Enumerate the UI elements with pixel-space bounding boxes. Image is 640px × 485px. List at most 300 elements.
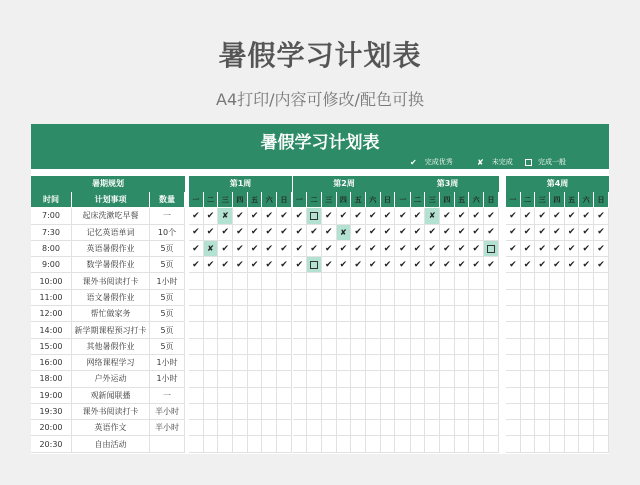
day-cell[interactable]	[277, 420, 292, 435]
day-cell[interactable]	[366, 322, 381, 337]
day-cell[interactable]	[411, 420, 426, 435]
day-cell[interactable]	[411, 404, 426, 419]
day-cell[interactable]	[455, 290, 470, 305]
day-cell[interactable]	[381, 420, 396, 435]
plan-task-cell[interactable]: 观新闻联播	[72, 388, 150, 403]
plan-task-cell[interactable]: 语文暑假作业	[72, 290, 150, 305]
day-cell[interactable]	[550, 322, 565, 337]
day-cell[interactable]	[204, 355, 219, 370]
day-cell[interactable]	[248, 420, 263, 435]
day-cell[interactable]	[506, 355, 521, 370]
day-cell[interactable]	[189, 436, 204, 451]
day-cell[interactable]	[218, 322, 233, 337]
day-cell[interactable]	[337, 241, 352, 256]
day-cell[interactable]	[307, 290, 322, 305]
plan-qty-cell[interactable]: 5页	[150, 290, 185, 305]
day-cell[interactable]	[322, 404, 337, 419]
day-cell[interactable]	[248, 339, 263, 354]
day-cell[interactable]	[535, 257, 550, 272]
day-cell[interactable]	[506, 420, 521, 435]
day-cell[interactable]	[204, 208, 219, 223]
day-cell[interactable]	[594, 371, 609, 386]
day-cell[interactable]	[248, 273, 263, 288]
day-cell[interactable]	[579, 420, 594, 435]
day-cell[interactable]	[594, 388, 609, 403]
day-cell[interactable]	[469, 322, 484, 337]
day-cell[interactable]	[565, 420, 580, 435]
plan-qty-cell[interactable]: 1小时	[150, 273, 185, 288]
day-cell[interactable]	[189, 306, 204, 321]
day-cell[interactable]	[322, 273, 337, 288]
day-cell[interactable]	[277, 208, 292, 223]
plan-time-cell[interactable]: 12:00	[31, 306, 72, 321]
day-cell[interactable]	[411, 388, 426, 403]
day-cell[interactable]	[218, 404, 233, 419]
day-cell[interactable]	[579, 436, 594, 451]
day-cell[interactable]	[521, 257, 536, 272]
day-cell[interactable]	[425, 371, 440, 386]
day-cell[interactable]	[233, 306, 248, 321]
day-cell[interactable]	[337, 420, 352, 435]
day-cell[interactable]	[218, 290, 233, 305]
day-cell[interactable]	[535, 420, 550, 435]
plan-task-cell[interactable]: 课外书阅读打卡	[72, 404, 150, 419]
day-cell[interactable]	[277, 241, 292, 256]
day-cell[interactable]	[351, 388, 366, 403]
day-cell[interactable]	[204, 436, 219, 451]
day-cell[interactable]	[425, 225, 440, 240]
day-cell[interactable]	[262, 257, 277, 272]
plan-task-cell[interactable]: 户外运动	[72, 371, 150, 386]
day-cell[interactable]	[396, 208, 411, 223]
day-cell[interactable]	[322, 208, 337, 223]
day-cell[interactable]	[204, 290, 219, 305]
day-cell[interactable]	[506, 290, 521, 305]
day-cell[interactable]	[506, 306, 521, 321]
day-cell[interactable]	[440, 420, 455, 435]
day-cell[interactable]	[351, 355, 366, 370]
day-cell[interactable]	[521, 241, 536, 256]
day-cell[interactable]	[366, 273, 381, 288]
plan-task-cell[interactable]: 网络课程学习	[72, 355, 150, 370]
day-cell[interactable]	[322, 241, 337, 256]
day-cell[interactable]	[262, 322, 277, 337]
day-cell[interactable]	[248, 404, 263, 419]
day-cell[interactable]	[594, 404, 609, 419]
day-cell[interactable]	[262, 436, 277, 451]
day-cell[interactable]	[506, 404, 521, 419]
day-cell[interactable]	[293, 371, 308, 386]
day-cell[interactable]	[204, 339, 219, 354]
day-cell[interactable]	[366, 339, 381, 354]
day-cell[interactable]	[425, 420, 440, 435]
plan-time-cell[interactable]: 18:00	[31, 371, 72, 386]
day-cell[interactable]	[381, 257, 396, 272]
day-cell[interactable]	[262, 290, 277, 305]
day-cell[interactable]	[189, 355, 204, 370]
day-cell[interactable]	[337, 371, 352, 386]
day-cell[interactable]	[307, 355, 322, 370]
day-cell[interactable]	[204, 241, 219, 256]
day-cell[interactable]	[307, 436, 322, 451]
day-cell[interactable]	[293, 241, 308, 256]
day-cell[interactable]	[351, 290, 366, 305]
plan-task-cell[interactable]: 其他暑假作业	[72, 339, 150, 354]
day-cell[interactable]	[455, 355, 470, 370]
day-cell[interactable]	[366, 306, 381, 321]
plan-qty-cell[interactable]: 5页	[150, 306, 185, 321]
day-cell[interactable]	[381, 208, 396, 223]
day-cell[interactable]	[579, 355, 594, 370]
plan-task-cell[interactable]: 自由活动	[72, 436, 150, 451]
day-cell[interactable]	[396, 420, 411, 435]
day-cell[interactable]	[484, 436, 499, 451]
plan-qty-cell[interactable]: 10个	[150, 225, 185, 240]
day-cell[interactable]	[521, 371, 536, 386]
day-cell[interactable]	[550, 436, 565, 451]
day-cell[interactable]	[396, 241, 411, 256]
plan-time-cell[interactable]: 20:30	[31, 436, 72, 451]
day-cell[interactable]	[565, 322, 580, 337]
day-cell[interactable]	[293, 306, 308, 321]
day-cell[interactable]	[322, 388, 337, 403]
day-cell[interactable]	[506, 371, 521, 386]
day-cell[interactable]	[594, 208, 609, 223]
day-cell[interactable]	[218, 273, 233, 288]
day-cell[interactable]	[396, 225, 411, 240]
day-cell[interactable]	[307, 257, 322, 272]
day-cell[interactable]	[455, 241, 470, 256]
day-cell[interactable]	[506, 208, 521, 223]
day-cell[interactable]	[469, 273, 484, 288]
day-cell[interactable]	[262, 208, 277, 223]
day-cell[interactable]	[204, 371, 219, 386]
day-cell[interactable]	[262, 388, 277, 403]
day-cell[interactable]	[351, 322, 366, 337]
day-cell[interactable]	[550, 339, 565, 354]
day-cell[interactable]	[521, 273, 536, 288]
day-cell[interactable]	[579, 306, 594, 321]
day-cell[interactable]	[594, 420, 609, 435]
day-cell[interactable]	[381, 290, 396, 305]
day-cell[interactable]	[262, 339, 277, 354]
day-cell[interactable]	[455, 322, 470, 337]
day-cell[interactable]	[506, 257, 521, 272]
day-cell[interactable]	[366, 257, 381, 272]
day-cell[interactable]	[535, 208, 550, 223]
day-cell[interactable]	[366, 436, 381, 451]
day-cell[interactable]	[293, 388, 308, 403]
day-cell[interactable]	[425, 404, 440, 419]
day-cell[interactable]	[293, 225, 308, 240]
day-cell[interactable]	[440, 306, 455, 321]
day-cell[interactable]	[233, 388, 248, 403]
day-cell[interactable]	[277, 273, 292, 288]
day-cell[interactable]	[425, 355, 440, 370]
day-cell[interactable]	[550, 241, 565, 256]
day-cell[interactable]	[565, 306, 580, 321]
day-cell[interactable]	[484, 257, 499, 272]
day-cell[interactable]	[469, 420, 484, 435]
day-cell[interactable]	[204, 273, 219, 288]
day-cell[interactable]	[455, 208, 470, 223]
plan-time-cell[interactable]: 19:00	[31, 388, 72, 403]
day-cell[interactable]	[366, 208, 381, 223]
day-cell[interactable]	[233, 290, 248, 305]
day-cell[interactable]	[455, 420, 470, 435]
day-cell[interactable]	[189, 420, 204, 435]
day-cell[interactable]	[440, 404, 455, 419]
plan-time-cell[interactable]: 19:30	[31, 404, 72, 419]
day-cell[interactable]	[307, 420, 322, 435]
day-cell[interactable]	[262, 404, 277, 419]
day-cell[interactable]	[469, 306, 484, 321]
plan-qty-cell[interactable]: 1小时	[150, 371, 185, 386]
day-cell[interactable]	[411, 436, 426, 451]
day-cell[interactable]	[277, 290, 292, 305]
day-cell[interactable]	[366, 388, 381, 403]
day-cell[interactable]	[579, 225, 594, 240]
day-cell[interactable]	[248, 290, 263, 305]
day-cell[interactable]	[594, 436, 609, 451]
day-cell[interactable]	[218, 388, 233, 403]
day-cell[interactable]	[381, 339, 396, 354]
plan-qty-cell[interactable]: 5页	[150, 339, 185, 354]
day-cell[interactable]	[277, 306, 292, 321]
day-cell[interactable]	[381, 306, 396, 321]
day-cell[interactable]	[351, 225, 366, 240]
day-cell[interactable]	[521, 208, 536, 223]
day-cell[interactable]	[440, 208, 455, 223]
day-cell[interactable]	[550, 388, 565, 403]
day-cell[interactable]	[381, 388, 396, 403]
day-cell[interactable]	[248, 208, 263, 223]
day-cell[interactable]	[396, 306, 411, 321]
day-cell[interactable]	[248, 257, 263, 272]
day-cell[interactable]	[337, 388, 352, 403]
day-cell[interactable]	[307, 241, 322, 256]
day-cell[interactable]	[440, 436, 455, 451]
day-cell[interactable]	[337, 225, 352, 240]
day-cell[interactable]	[550, 290, 565, 305]
day-cell[interactable]	[307, 388, 322, 403]
day-cell[interactable]	[381, 273, 396, 288]
day-cell[interactable]	[455, 404, 470, 419]
day-cell[interactable]	[233, 257, 248, 272]
day-cell[interactable]	[307, 306, 322, 321]
day-cell[interactable]	[594, 322, 609, 337]
day-cell[interactable]	[469, 257, 484, 272]
day-cell[interactable]	[248, 225, 263, 240]
day-cell[interactable]	[521, 290, 536, 305]
day-cell[interactable]	[535, 322, 550, 337]
day-cell[interactable]	[484, 339, 499, 354]
day-cell[interactable]	[337, 355, 352, 370]
day-cell[interactable]	[484, 273, 499, 288]
day-cell[interactable]	[262, 420, 277, 435]
day-cell[interactable]	[337, 290, 352, 305]
day-cell[interactable]	[535, 290, 550, 305]
day-cell[interactable]	[366, 420, 381, 435]
day-cell[interactable]	[565, 355, 580, 370]
day-cell[interactable]	[293, 436, 308, 451]
plan-time-cell[interactable]: 7:30	[31, 225, 72, 240]
day-cell[interactable]	[396, 257, 411, 272]
day-cell[interactable]	[440, 388, 455, 403]
day-cell[interactable]	[594, 241, 609, 256]
day-cell[interactable]	[248, 241, 263, 256]
day-cell[interactable]	[484, 322, 499, 337]
day-cell[interactable]	[469, 290, 484, 305]
day-cell[interactable]	[425, 322, 440, 337]
day-cell[interactable]	[484, 404, 499, 419]
day-cell[interactable]	[411, 290, 426, 305]
day-cell[interactable]	[262, 273, 277, 288]
day-cell[interactable]	[440, 355, 455, 370]
day-cell[interactable]	[440, 290, 455, 305]
day-cell[interactable]	[594, 306, 609, 321]
day-cell[interactable]	[233, 241, 248, 256]
day-cell[interactable]	[411, 257, 426, 272]
day-cell[interactable]	[189, 371, 204, 386]
plan-task-cell[interactable]: 帮忙做家务	[72, 306, 150, 321]
day-cell[interactable]	[440, 371, 455, 386]
day-cell[interactable]	[351, 404, 366, 419]
day-cell[interactable]	[425, 273, 440, 288]
day-cell[interactable]	[293, 208, 308, 223]
day-cell[interactable]	[277, 225, 292, 240]
day-cell[interactable]	[469, 241, 484, 256]
day-cell[interactable]	[440, 241, 455, 256]
day-cell[interactable]	[411, 306, 426, 321]
day-cell[interactable]	[565, 404, 580, 419]
plan-time-cell[interactable]: 8:00	[31, 241, 72, 256]
day-cell[interactable]	[535, 306, 550, 321]
day-cell[interactable]	[381, 436, 396, 451]
plan-time-cell[interactable]: 14:00	[31, 322, 72, 337]
day-cell[interactable]	[366, 290, 381, 305]
day-cell[interactable]	[594, 355, 609, 370]
day-cell[interactable]	[469, 225, 484, 240]
day-cell[interactable]	[411, 355, 426, 370]
day-cell[interactable]	[411, 273, 426, 288]
day-cell[interactable]	[381, 355, 396, 370]
day-cell[interactable]	[307, 225, 322, 240]
day-cell[interactable]	[455, 371, 470, 386]
day-cell[interactable]	[521, 225, 536, 240]
day-cell[interactable]	[484, 208, 499, 223]
plan-time-cell[interactable]: 7:00	[31, 208, 72, 223]
day-cell[interactable]	[277, 339, 292, 354]
day-cell[interactable]	[455, 339, 470, 354]
day-cell[interactable]	[484, 371, 499, 386]
day-cell[interactable]	[366, 371, 381, 386]
day-cell[interactable]	[233, 225, 248, 240]
day-cell[interactable]	[218, 257, 233, 272]
day-cell[interactable]	[337, 273, 352, 288]
day-cell[interactable]	[594, 290, 609, 305]
day-cell[interactable]	[506, 339, 521, 354]
plan-task-cell[interactable]: 数学暑假作业	[72, 257, 150, 272]
day-cell[interactable]	[381, 404, 396, 419]
day-cell[interactable]	[233, 371, 248, 386]
day-cell[interactable]	[594, 257, 609, 272]
plan-qty-cell[interactable]: 5页	[150, 257, 185, 272]
day-cell[interactable]	[440, 339, 455, 354]
day-cell[interactable]	[248, 388, 263, 403]
plan-qty-cell[interactable]	[150, 436, 185, 451]
day-cell[interactable]	[535, 273, 550, 288]
day-cell[interactable]	[535, 371, 550, 386]
day-cell[interactable]	[337, 257, 352, 272]
day-cell[interactable]	[506, 273, 521, 288]
day-cell[interactable]	[189, 322, 204, 337]
day-cell[interactable]	[233, 355, 248, 370]
day-cell[interactable]	[277, 404, 292, 419]
day-cell[interactable]	[484, 355, 499, 370]
day-cell[interactable]	[550, 306, 565, 321]
day-cell[interactable]	[484, 225, 499, 240]
plan-qty-cell[interactable]: 一	[150, 388, 185, 403]
day-cell[interactable]	[579, 371, 594, 386]
day-cell[interactable]	[248, 355, 263, 370]
day-cell[interactable]	[218, 241, 233, 256]
day-cell[interactable]	[351, 257, 366, 272]
day-cell[interactable]	[506, 388, 521, 403]
day-cell[interactable]	[322, 225, 337, 240]
day-cell[interactable]	[565, 225, 580, 240]
day-cell[interactable]	[550, 257, 565, 272]
day-cell[interactable]	[469, 388, 484, 403]
day-cell[interactable]	[307, 208, 322, 223]
day-cell[interactable]	[189, 208, 204, 223]
day-cell[interactable]	[248, 436, 263, 451]
day-cell[interactable]	[322, 290, 337, 305]
day-cell[interactable]	[550, 371, 565, 386]
plan-qty-cell[interactable]: 1小时	[150, 355, 185, 370]
plan-time-cell[interactable]: 15:00	[31, 339, 72, 354]
day-cell[interactable]	[396, 290, 411, 305]
day-cell[interactable]	[351, 371, 366, 386]
day-cell[interactable]	[411, 371, 426, 386]
day-cell[interactable]	[550, 225, 565, 240]
day-cell[interactable]	[469, 404, 484, 419]
day-cell[interactable]	[293, 322, 308, 337]
day-cell[interactable]	[506, 322, 521, 337]
day-cell[interactable]	[506, 225, 521, 240]
plan-time-cell[interactable]: 11:00	[31, 290, 72, 305]
plan-qty-cell[interactable]: 5页	[150, 241, 185, 256]
day-cell[interactable]	[411, 208, 426, 223]
day-cell[interactable]	[381, 225, 396, 240]
day-cell[interactable]	[322, 355, 337, 370]
day-cell[interactable]	[535, 388, 550, 403]
day-cell[interactable]	[337, 436, 352, 451]
day-cell[interactable]	[455, 388, 470, 403]
day-cell[interactable]	[455, 273, 470, 288]
day-cell[interactable]	[322, 436, 337, 451]
day-cell[interactable]	[322, 306, 337, 321]
day-cell[interactable]	[189, 273, 204, 288]
day-cell[interactable]	[565, 371, 580, 386]
day-cell[interactable]	[233, 273, 248, 288]
day-cell[interactable]	[579, 404, 594, 419]
day-cell[interactable]	[565, 257, 580, 272]
day-cell[interactable]	[425, 436, 440, 451]
plan-qty-cell[interactable]: 半小时	[150, 420, 185, 435]
day-cell[interactable]	[521, 388, 536, 403]
day-cell[interactable]	[535, 339, 550, 354]
